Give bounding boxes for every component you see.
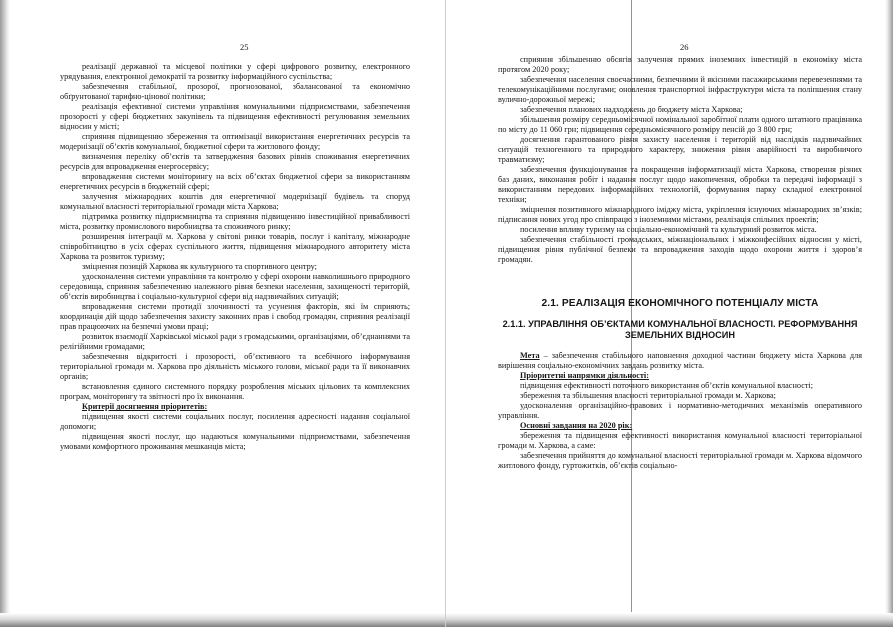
paragraph: зміцнення позитивного міжнародного іміджу міста, укріплення існуючих міжнародних зв’язків; підписання нових угод про співпрацю з іноземними містами, реалізація спільних проектів; <box>498 205 862 224</box>
paragraph: посилення впливу туризму на соціально-економічний та культурний розвиток міста. <box>520 225 817 234</box>
tasks-heading: Основні завдання на 2020 рік: <box>520 421 633 430</box>
paragraph: реалізації державної та місцевої політики у сфері цифрового розвитку, електронного урядування, електронної демократії та розвитку інформаційного суспільства; <box>60 62 410 81</box>
left-page <box>0 0 445 627</box>
paragraph: збільшення розміру середньомісячної номінальної заробітної плати одного штатного працівника по місту до 11 060 грн; підвищення середньомісячного розміру пенсій до 3 800 грн; <box>498 115 862 134</box>
paragraph: забезпечення стабільності громадських, міжнаціональних і міжконфесійних відносин у місті, підвищення рівня публічної безпеки та впровадження заходів щодо охорони життя і здоров’я громадян. <box>498 235 862 264</box>
subsection-heading: 2.1.1. УПРАВЛІННЯ ОБ’ЄКТАМИ КОМУНАЛЬНОЇ ВЛАСНОСТІ. РЕФОРМУВАННЯ ЗЕМЕЛЬНИХ ВІДНОСИН <box>502 319 858 340</box>
paragraph: сприяння збільшенню обсягів залучення прямих іноземних інвестицій в економіку міста протягом 2020 року; <box>498 55 862 74</box>
paragraph: підвищення якості послуг, що надаються комунальними підприємствами, забезпечення умовами комфортного проживання мешканців міста; <box>60 432 410 451</box>
section-heading: 2.1. РЕАЛІЗАЦІЯ ЕКОНОМІЧНОГО ПОТЕНЦІАЛУ МІСТА <box>541 298 819 309</box>
paragraph: впровадження системи моніторингу на всіх об’єктах бюджетної сфери за використанням енергетичних ресурсів в бюджетній сфері; <box>60 172 410 191</box>
paragraph: забезпечення функціонування та покращення інформатизації міста Харкова, створення різних баз даних, виконання робіт і надання послуг щодо накопичення, обробки та передачі інформації з використанням передових інформаційних технологій, формування парку складної електронної техніки; <box>498 165 862 204</box>
paragraph: удосконалення системи управління та контролю у сфері охорони навколишнього природного середовища, сприяння забезпеченню належного рівня безпеки населення, захищеності територій, об’єктів виробництва і соціально-культурної сфери від надзвичайних ситуацій; <box>60 272 410 301</box>
list-item: підвищення ефективності поточного використання об’єктів комунальної власності; <box>520 381 814 390</box>
paragraph: зміцнення позицій Харкова як культурного та спортивного центру; <box>82 262 317 271</box>
paragraph: підвищення якості системи соціальних послуг, посилення адресності надання соціальної допомоги; <box>60 412 410 431</box>
goal-label: Мета <box>520 351 540 360</box>
list-item: удосконалення організаційно-правових і нормативно-методичних механізмів оперативного управління. <box>498 401 862 420</box>
paragraph: забезпечення планових надходжень до бюджету міста Харкова; <box>520 105 743 114</box>
list-item: збереження та збільшення власності територіальної громади м. Харкова; <box>520 391 776 400</box>
right-page-body <box>498 55 862 471</box>
right-page <box>446 0 893 627</box>
paragraph: забезпечення населення своєчасними, безпечними й якісними пасажирськими перевезеннями та телекомунікаційними послугами; оновлення транспортної інфраструктури міста та поліпшення стану вулично-дорожньої мережі; <box>498 75 862 104</box>
criteria-heading: Критерії досягнення пріоритетів: <box>82 402 208 411</box>
criteria-heading-row <box>60 402 410 412</box>
paragraph: реалізація ефективної системи управління комунальними підприємствами, забезпечення прозорості у сфері бюджетних закупівель та підвищення ефективності регулювання земельних відносин у місті; <box>60 102 410 131</box>
paragraph: забезпечення стабільної, прозорої, прогнозованої, збалансованої та економічно обґрунтованої тарифно-цінової політики; <box>60 82 410 101</box>
paragraph: впровадження системи протидії злочинності та усунення факторів, які їм сприяють; координація дій щодо забезпечення захисту законних прав і свобод громадян, сприяння реалізації прав працюючих на безпечні умови праці; <box>60 302 410 331</box>
page-number-left: 25 <box>240 42 249 52</box>
goal-text: – забезпечення стабільного наповнення доходної частини бюджету міста Харкова для вирішення соціально-економічних завдань розвитку міста. <box>498 351 862 370</box>
left-page-body <box>60 62 410 452</box>
list-item: забезпечення прийняття до комунальної власності територіальної громади м. Харкова відомчого житлового фонду, гуртожитків, об’єктів соціально- <box>498 451 862 470</box>
paragraph: визначення переліку об’єктів та затвердження базових рівнів споживання енергетичних ресурсів для впровадження енергосервісу; <box>60 152 410 171</box>
paragraph: розширення інтеграції м. Харкова у світові ринки товарів, послуг і капіталу, міжнародне співробітництво в усіх сферах суспільного життя, підвищення міжнародного авторитету міста Харкова та розвиток туризму; <box>60 232 410 261</box>
tasks-heading-row <box>498 421 862 431</box>
goal-paragraph <box>498 351 862 371</box>
paragraph: підтримка розвитку підприємництва та сприяння підвищенню інвестиційної привабливості міста, розвитку промислового виробництва та споживчого ринку; <box>60 212 410 231</box>
page-number-right: 26 <box>680 42 689 52</box>
priorities-heading-row <box>498 371 862 381</box>
priorities-heading: Пріоритетні напрямки діяльності: <box>520 371 649 380</box>
list-item: збереження та підвищення ефективності використання комунальної власності територіальної громади м. Харкова, а саме: <box>498 431 862 450</box>
spacer <box>498 265 862 283</box>
paragraph: досягнення гарантованого рівня захисту населення і територій від наслідків надзвичайних ситуацій техногенного та природного характеру, зниження рівня аварійності та виробничого травматизму; <box>498 135 862 164</box>
paragraph: забезпечення відкритості і прозорості, об’єктивного та всебічного інформування територіальної громади м. Харкова про діяльність міського голови, міської ради та її виконавчих органів; <box>60 352 410 381</box>
paragraph: розвиток взаємодії Харківської міської ради з громадськими, організаціями, об’єднаннями та релігійними громадами; <box>60 332 410 351</box>
paragraph: сприяння підвищенню збереження та оптимізації використання енергетичних ресурсів та модернізації об’єктів комунальної, бюджетної сфери та житлового фонду; <box>60 132 410 151</box>
paragraph: залучення міжнародних коштів для енергетичної модернізації будівель та споруд комунальної власності територіальної громади міста Харкова; <box>60 192 410 211</box>
paragraph: встановлення єдиного системного порядку розроблення міських цільових та комплексних програм, моніторингу та звітності про їх виконання. <box>60 382 410 401</box>
